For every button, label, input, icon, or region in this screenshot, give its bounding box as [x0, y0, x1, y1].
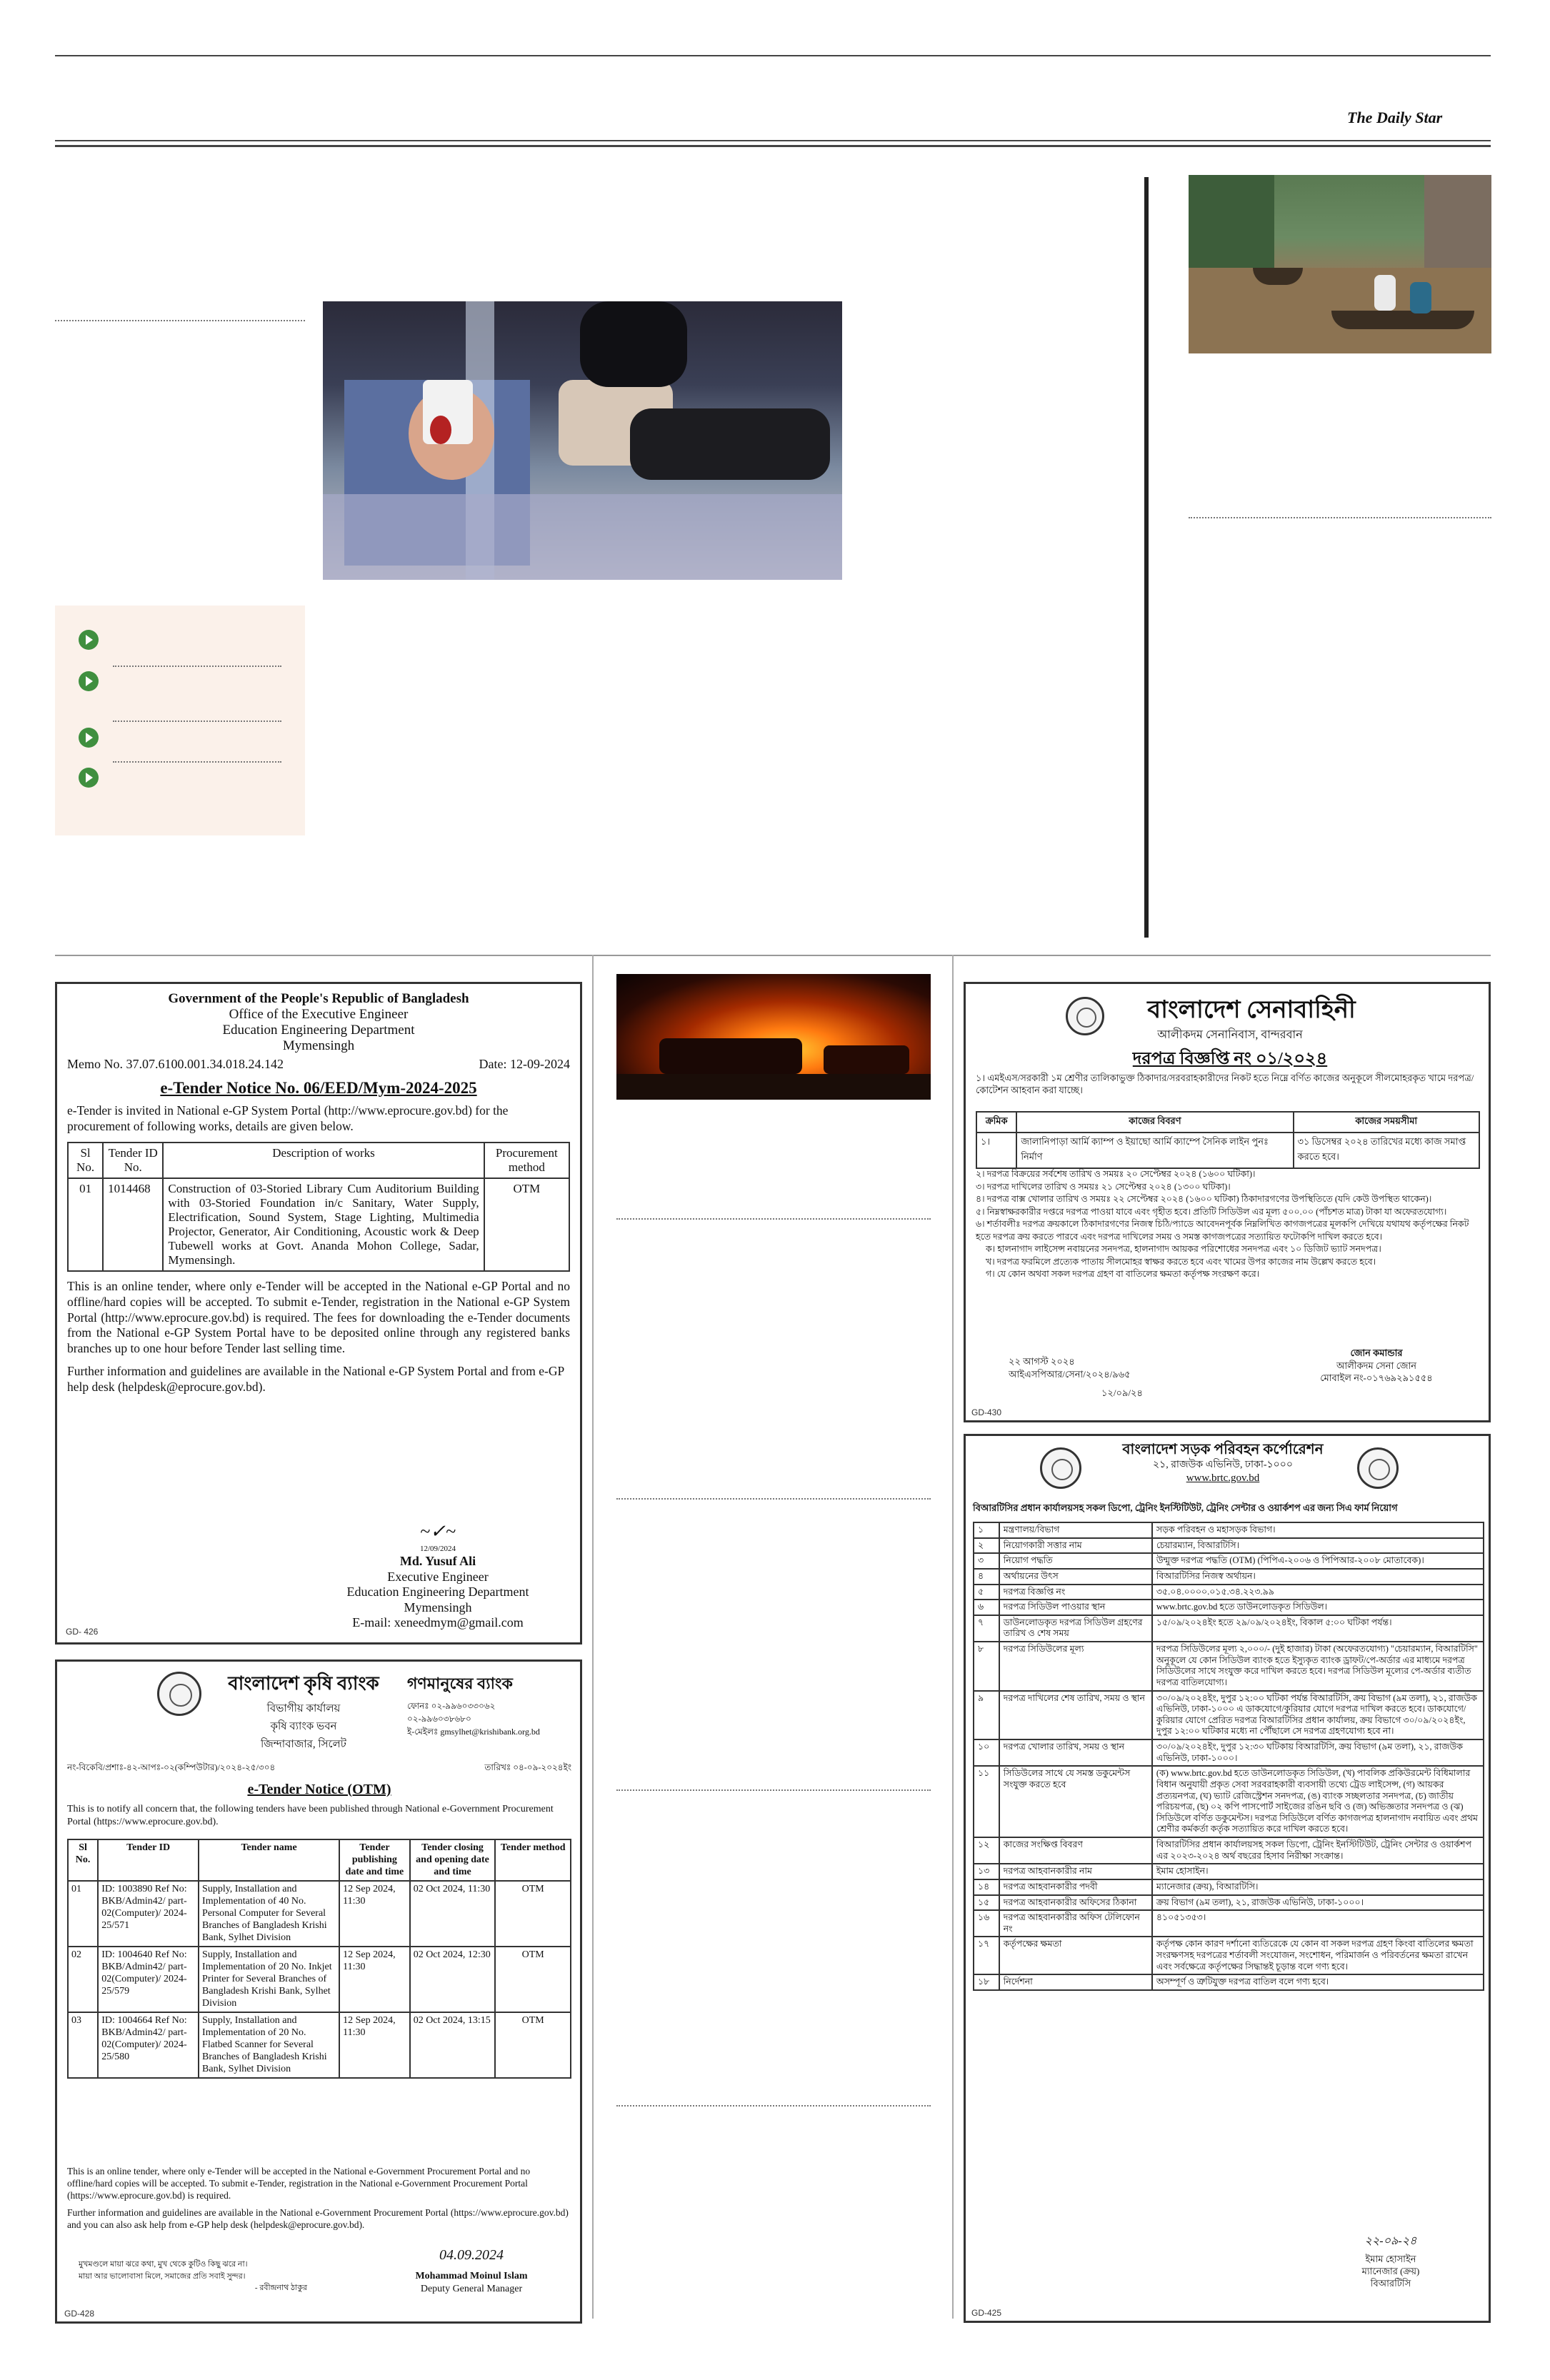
table-row [974, 1974, 1484, 1990]
ad-army-line: গ। যে কোন অথবা সকল দরপত্র গ্রহণ বা বাতিলের ক্ষমতা কর্তৃপক্ষ সংরক্ষণ করে। [986, 1269, 1260, 1279]
ad-eed-signer-city: Mymensingh [404, 1600, 472, 1615]
photo-flood-boat [1189, 175, 1491, 353]
ad-brtc-sign-date: ২২-০৯-২৪ [1364, 2235, 1417, 2247]
ad-krishi-intro: This is to notify all concern that, the following tenders have been published through National e-Government Procurement Portal (https://www.eprocure.gov.bd). [67, 1804, 554, 1827]
ad-army-line: ক। হালনাগাদ লাইসেন্স নবায়নের সনদপত্র, হালনাগাদ আয়কর পরিশোধের সনদপত্র এবং ১০ ডিজিট ভ্যাট সনদপত্র। [986, 1244, 1381, 1254]
table-cell: নির্দেশনা [999, 1974, 1152, 1990]
table-cell: OTM [495, 1947, 571, 2012]
table-cell: OTM [495, 2012, 571, 2078]
table-cell: ১৩ [974, 1864, 999, 1879]
table-cell: ৭ [974, 1615, 999, 1642]
table-cell: ১ [974, 1522, 999, 1538]
table-row [974, 1553, 1484, 1569]
signature-scribble: ~✓~ [420, 1520, 456, 1542]
table-cell: Supply, Installation and Implementation of 20 No. Flatbed Scanner for Several Branches of Bangladesh Krishi Bank, Sylhet Division [199, 2012, 339, 2078]
table-cell: দরপত্র সিডিউল পাওয়ার স্থান [999, 1600, 1152, 1615]
ad-brtc-signer: ইমাম হোসাইন [1365, 2253, 1416, 2264]
table-cell: দরপত্র সিডিউলের মূল্য ২,০০০/- (দুই হাজার) টাকা (অফেরতযোগ্য) "চেয়ারম্যান, বিআরটিসি" অনুকূলে যে কোন সিডিউল ব্যাংক হতে ইস্যুকৃত ব্যাংক ড্রাফট/পে-অর্ডার এর মাধ্যমে দরপত্র সিডিউলের সাথে সংযুক্ত করে দাখিল করতে হবে। দরপত্র সিডিউল মূল্যের পে-অর্ডার ব্যতীত দরপত্র বাতিলযোগ্য। [1152, 1642, 1484, 1691]
table-cell: নিয়োগকারী সত্তার নাম [999, 1538, 1152, 1554]
ad-krishi-email: ই-মেইলঃ gmsylhet@krishibank.org.bd [407, 1727, 540, 1737]
ad-eed-table [67, 1142, 570, 1272]
ad-krishi-memo: নং-বিকেবি/প্রশাঃ-৪২-আপঃ-০২(কম্পিউটার)/২০২৪-২৫/৩০৪ [67, 1762, 276, 1772]
ad-army-intro: ১। এমইএস/সরকারী ১ম শ্রেণীর তালিকাভুক্ত ঠিকাদার/সরবরাহকারীদের নিকট হতে নিম্নে বর্ণিত কাজের অনুকূলে সীলমোহরকৃত খামে দরপত্র/কোটেশন আহবান করা যাচ্ছে। [976, 1073, 1474, 1095]
table-cell: অসম্পূর্ণ ও ত্রুটিযুক্ত দরপত্র বাতিল বলে গণ্য হবে। [1152, 1974, 1484, 1990]
ad-eed-email: E-mail: xeneedmym@gmail.com [352, 1615, 524, 1630]
table-cell: 02 [68, 1947, 98, 2012]
mid-divider [616, 1789, 931, 1791]
ad-brtc-signer-title: ম্যানেজার (ক্রয়) [1361, 2265, 1420, 2276]
table-row [974, 1569, 1484, 1585]
table-row [974, 1691, 1484, 1740]
bullet-icon [79, 768, 99, 788]
ad-brtc-title: বাংলাদেশ সড়ক পরিবহন কর্পোরেশন [1122, 1442, 1324, 1457]
link-divider [113, 720, 281, 722]
table-cell: ১০ [974, 1739, 999, 1766]
ad-krishi-sign-date: 04.09.2024 [439, 2247, 504, 2263]
ad-gd-code: GD-425 [971, 2308, 1002, 2318]
table-cell: 12 Sep 2024, 11:30 [339, 1947, 410, 2012]
col-divider-1 [592, 955, 594, 2319]
table-cell: দরপত্র আহবানকারীর অফিসের ঠিকানা [999, 1895, 1152, 1911]
table-row [68, 2012, 571, 2078]
ad-eed-sign-date: 12/09/2024 [419, 1544, 456, 1553]
table-row [974, 1879, 1484, 1895]
table-cell: 02 Oct 2024, 13:15 [410, 2012, 496, 2078]
table-row [974, 1837, 1484, 1864]
table-cell: বিআরটিসির প্রধান কার্যালয়সহ সকল ডিপো, ট্রেনিং ইনস্টিটিউট, ট্রেনিং সেন্টার ও ওয়ার্কশপ এর ২০২৩-২০২৪ অর্থ বছরের হিসাব নিরীক্ষা সংক্রান্ত। [1152, 1837, 1484, 1864]
col-divider-2 [952, 955, 954, 2319]
ad-eed-memo: Memo No. 37.07.6100.001.34.018.24.142 [67, 1057, 284, 1071]
ad-brtc-address: ২১, রাজউক এভিনিউ, ঢাকা-১০০০ [1153, 1460, 1293, 1470]
ad-brtc-headline: বিআরটিসির প্রধান কার্যালয়সহ সকল ডিপো, ট্রেনিং ইনস্টিটিউট, ট্রেনিং সেন্টার ও ওয়ার্কশপ এর জন্য সিএ ফার্ম নিয়োগ [973, 1502, 1398, 1513]
ad-krishi-quote: মুখমণ্ডলে মায়া ঝরে কথা, মুখ থেকে কুটিও কিছু ঝরে না। [79, 2260, 248, 2269]
table-cell: ৪১০৫১৩৫৩। [1152, 1910, 1484, 1937]
table-row [976, 1133, 1479, 1168]
table-cell: ১৬ [974, 1910, 999, 1937]
table-cell: ২ [974, 1538, 999, 1554]
table-row [974, 1910, 1484, 1937]
table-header-cell: Sl No. [68, 1143, 103, 1178]
table-header-cell: কাজের সময়সীমা [1294, 1112, 1479, 1133]
table-cell: ৮ [974, 1642, 999, 1691]
masthead-rule-lower [55, 145, 1491, 147]
ad-eed-signer-dept: Education Engineering Department [346, 1585, 529, 1600]
table-cell: ১৮ [974, 1974, 999, 1990]
ad-army-table [976, 1111, 1480, 1169]
ad-army-sign-title: জোন কমান্ডার [1350, 1347, 1403, 1358]
table-row [974, 1766, 1484, 1837]
mid-divider [616, 2105, 931, 2107]
ad-krishi-title: e-Tender Notice (OTM) [247, 1782, 391, 1797]
table-cell: চেয়ারম্যান, বিআরটিসি। [1152, 1538, 1484, 1554]
ad-army-sign-phone: মোবাইল নং-০১৭৬৯২৯১৫৫৪ [1320, 1372, 1433, 1384]
photo-injured-child [323, 301, 842, 580]
table-cell: উন্মুক্ত দরপত্র পদ্ধতি (OTM) (পিপিএ-২০০৬ ও পিপিআর-২০০৮ মোতাবেক)। [1152, 1553, 1484, 1569]
table-cell: 03 [68, 2012, 98, 2078]
table-cell: কর্তৃপক্ষের ক্ষমতা [999, 1937, 1152, 1974]
table-cell: দরপত্র খোলার তারিখ, সময় ও স্থান [999, 1739, 1152, 1766]
ad-bangladesh-army [964, 982, 1491, 1422]
bullet-icon [79, 728, 99, 748]
ad-army-line: ৫। নিম্নস্বাক্ষরকারীর দপ্তরে দরপত্র পাওয়া যাবে এবং গৃহীত হবে। প্রতিটি সিডিউল এর মূল্য ৫০০.০০ (পাঁচশত মাত্র) টাকা যা অফেরতযোগ্য। [976, 1206, 1447, 1217]
ad-army-title: বাংলাদেশ সেনাবাহিনী [1147, 997, 1356, 1023]
table-cell: Construction of 03-Storied Library Cum Auditorium Building with 03-Storied Foundation in/c Sanitary, Water Supply, Electrification, Sound System, Stage Lighting, Multimedia Projector, Generator, Air Conditioning, Acoustic work & Deep Tubewell works at Govt. Ananda Mohon College, Sadar, Mymensingh. [163, 1178, 484, 1271]
table-cell: দরপত্র বিজ্ঞপ্তি নং [999, 1585, 1152, 1600]
table-header-row [976, 1112, 1479, 1133]
table-header-cell: Sl No. [68, 1839, 98, 1881]
ad-eed-office-line: Office of the Executive Engineer [229, 1007, 409, 1022]
ad-brtc-signer-org: বিআরটিসি [1370, 2277, 1411, 2289]
table-cell: দরপত্র আহবানকারীর অফিস টেলিফোন নং [999, 1910, 1152, 1937]
link-divider [113, 761, 281, 763]
ad-krishi-bank-name: বাংলাদেশ কৃষি ব্যাংক [228, 1673, 379, 1694]
top-rule [55, 55, 1491, 56]
table-cell: ৪ [974, 1569, 999, 1585]
table-header-cell: Tender method [495, 1839, 571, 1881]
ad-krishi-para1: This is an online tender, where only e-Tender will be accepted in the National e-Government Procurement Portal and no offline/hard copies will be accepted. To submit e-Tender, registration in the National e-Government Procurement Portal (https://www.eprocure.gov.bd) is required. [67, 2166, 531, 2201]
table-cell: OTM [484, 1178, 569, 1271]
table-cell: ১১ [974, 1766, 999, 1837]
ad-krishi-quote-author: - রবীন্দ্রনাথ ঠাকুর [254, 2284, 307, 2292]
table-header-cell: কাজের বিবরণ [1016, 1112, 1293, 1133]
ad-krishi-building: কৃষি ব্যাংক ভবন [270, 1721, 337, 1732]
ad-eed-gov-line: Government of the People's Republic of Bangladesh [168, 991, 469, 1006]
table-row [68, 1881, 571, 1947]
table-cell: দরপত্র সিডিউলের মূল্য [999, 1642, 1152, 1691]
table-cell: ৩০/০৯/২০২৪ইং, দুপুর ১২:০০ ঘটিকা পর্যন্ত বিআরটিসি, ক্রয় বিভাগ (৯ম তলা), ২১, রাজউক এভিনিউ, ঢাকা-১০০০ এ ডাকযোগে/কুরিয়ার যোগে দরপত্র দাখিল করতে হবে। ডাকযোগে/কুরিয়ার যোগে প্রেরিত দরপত্র বিআরটিসির প্রধান কার্যালয়, ক্রয় বিভাগে ৩০/০৯/২০২৪ইং, দুপুর ১২:০০ ঘটিকার মধ্যে না পৌঁছালে সে দরপত্র গ্রহণযোগ্য হবে না। [1152, 1691, 1484, 1740]
table-cell: Supply, Installation and Implementation of 40 No. Personal Computer for Several Branches of Bangladesh Krishi Bank, Sylhet Division [199, 1881, 339, 1947]
left-column-divider [55, 320, 305, 321]
table-cell: 12 Sep 2024, 11:30 [339, 1881, 410, 1947]
bullet-icon [79, 671, 99, 691]
table-header-cell: Tender publishing date and time [339, 1839, 410, 1881]
ad-eed-signer-title: Executive Engineer [387, 1569, 489, 1584]
table-cell: দরপত্র আহবানকারীর পদবী [999, 1879, 1152, 1895]
table-header-row [68, 1839, 571, 1881]
table-row [974, 1864, 1484, 1879]
ad-army-sign-zone: আলীকদম সেনা জোন [1336, 1360, 1417, 1371]
ad-army-line: ২। দরপত্র বিক্রয়ের সর্বশেষ তারিখ ও সময়ঃ ২০ সেপ্টেম্বর ২০২৪ (১৬০০ ঘটিকা)। [976, 1169, 1256, 1179]
table-cell: ১৫/০৯/২০২৪ইং হতে ২৯/০৯/২০২৪ইং, বিকাল ৫:০০ ঘটিকা পর্যন্ত। [1152, 1615, 1484, 1642]
bullet-icon [79, 630, 99, 650]
table-cell: ID: 1004664 Ref No: BKB/Admin42/ part-02(Computer)/ 2024-25/580 [98, 2012, 199, 2078]
table-cell: জালানিপাড়া আর্মি ক্যাম্প ও ইয়াছো আর্মি ক্যাম্পে সৈনিক লাইন পুনঃ নির্মাণ [1016, 1133, 1293, 1168]
ad-eed-date: Date: 12-09-2024 [479, 1057, 570, 1071]
table-cell: 01 [68, 1881, 98, 1947]
table-row [974, 1538, 1484, 1554]
ad-krishi-date: তারিখঃ ০৪-০৯-২০২৪ইং [484, 1762, 571, 1772]
table-cell: ক্রয় বিভাগ (৯ম তলা), ২১, রাজউক এভিনিউ, ঢাকা-১০০০। [1152, 1895, 1484, 1911]
table-row [974, 1642, 1484, 1691]
ad-army-subtitle: আলীকদম সেনানিবাস, বান্দরবান [1157, 1029, 1303, 1041]
table-cell: ৯ [974, 1691, 999, 1740]
ad-eed-para2: Further information and guidelines are available in the National e-GP System Portal and from e-GP help desk (helpdesk@eprocure.gov.bd). [67, 1364, 564, 1394]
table-row [974, 1615, 1484, 1642]
table-row [974, 1522, 1484, 1538]
ad-brtc [964, 1434, 1491, 2323]
table-cell: ১। [976, 1133, 1016, 1168]
table-cell: কাজের সংক্ষিপ্ত বিবরণ [999, 1837, 1152, 1864]
table-header-row [68, 1143, 569, 1178]
table-cell: সড়ক পরিবহন ও মহাসড়ক বিভাগ। [1152, 1522, 1484, 1538]
table-cell: 12 Sep 2024, 11:30 [339, 2012, 410, 2078]
ad-army-line: ৪। দরপত্র বাক্স খোলার তারিখ ও সময়ঃ ২২ সেপ্টেম্বর ২০২৪ (১৬০০ ঘটিকা) ঠিকাদারগণের উপস্থিতিতে (যদি কেউ উপস্থিত থাকেন)। [976, 1194, 1432, 1204]
ad-eed-signer: Md. Yusuf Ali [399, 1554, 476, 1569]
table-header-cell: Procurement method [484, 1143, 569, 1178]
ad-gd-code: GD- 426 [66, 1627, 99, 1637]
ad-eed-dept-line: Education Engineering Department [222, 1023, 415, 1038]
table-header-cell: Tender closing and opening date and time [410, 1839, 496, 1881]
ad-krishi-fax: ০২-৯৯৬০৩৮৬৮০ [407, 1714, 471, 1724]
table-cell: ডাউনলোডকৃত দরপত্র সিডিউল গ্রহণের তারিখ ও শেষ সময় [999, 1615, 1152, 1642]
krishi-bank-logo-icon [157, 1672, 201, 1716]
mid-divider [616, 1498, 931, 1500]
table-cell: ID: 1004640 Ref No: BKB/Admin42/ part-02(Computer)/ 2024-25/579 [98, 1947, 199, 2012]
table-cell: অর্থায়নের উৎস [999, 1569, 1152, 1585]
table-header-cell: Description of works [163, 1143, 484, 1178]
table-cell: ৩১ ডিসেম্বর ২০২৪ তারিখের মধ্যে কাজ সমাপ্ত করতে হবে। [1294, 1133, 1479, 1168]
table-cell: ৩৫.০৪.০০০০.০১৫.৩৪.২২৩.৯৯ [1152, 1585, 1484, 1600]
ad-army-line: খ। দরপত্র ফরমিলে প্রত্যেক পাতায় সীলমোহর স্বাক্ষর করতে হবে এবং খামের উপর কাজের নাম উল্লেখ করতে হবে। [986, 1256, 1376, 1267]
right-column-divider [1144, 177, 1149, 938]
table-cell: বিআরটিসির নিজস্ব অর্থায়ন। [1152, 1569, 1484, 1585]
ad-gd-code: GD-428 [64, 2309, 95, 2319]
ad-army-ref: আইএসপিআর/সেনা/২০২৪/৯৬৫ [1009, 1368, 1131, 1380]
table-cell: ম্যানেজার (ক্রয়), বিআরটিসি। [1152, 1879, 1484, 1895]
table-cell: দরপত্র দাখিলের শেষ তারিখ, সময় ও স্থান [999, 1691, 1152, 1740]
table-cell: ৩ [974, 1553, 999, 1569]
table-cell: মন্ত্রণালয়/বিভাগ [999, 1522, 1152, 1538]
table-header-cell: Tender ID [98, 1839, 199, 1881]
ad-krishi-office: বিভাগীয় কার্যালয় [266, 1703, 341, 1714]
table-row [974, 1600, 1484, 1615]
ad-krishi-para2: Further information and guidelines are available in the National e-Government Procurement Portal (https://www.eprocure.gov.bd) and you can also ask help from e-GP help desk (helpdesk@eprocure.gov.bd). [67, 2207, 569, 2230]
section-rule [55, 955, 1491, 956]
ad-krishi-table [67, 1839, 571, 2079]
table-header-cell: Tender ID No. [103, 1143, 163, 1178]
table-cell: কর্তৃপক্ষ কোন কারণ দর্শানো ব্যতিরেকে যে কোন বা সকল দরপত্র গ্রহণ কিংবা বাতিলের ক্ষমতা সংরক্ষণসহ দরপত্রের শর্তাবলী সংযোজন, সংশোধন, পরিমার্জন ও পরিবর্তনের ক্ষমতা রাখেন এবং সর্বক্ষেত্রে কর্তৃপক্ষের সিদ্ধান্তই চূড়ান্ত বলে গণ্য হবে। [1152, 1937, 1484, 1974]
mid-divider [616, 1218, 931, 1220]
ad-brtc-table [973, 1522, 1484, 1991]
table-cell: ৫ [974, 1585, 999, 1600]
ad-army-line: ৩। দরপত্র দাখিলের তারিখ ও সময়ঃ ২১ সেপ্টেম্বর ২০২৪ (১৩০০ ঘটিকা)। [976, 1181, 1231, 1192]
table-cell: সিডিউলের সাথে যে সমস্ত ডকুমেন্টস সংযুক্ত করতে হবে [999, 1766, 1152, 1837]
table-row [974, 1937, 1484, 1974]
table-cell: (ক) www.brtc.gov.bd হতে ডাউনলোডকৃত সিডিউল, (খ) পাবলিক প্রকিউরমেন্ট বিধিমালার বিধান অনুযায়ী প্রকৃত সেবা সরবরাহকারী ব্যবসায়ী তথ্যে ট্রেড লাইসেন্স, (গ) আয়কর প্রত্যয়নপত্র, (ঘ) ভ্যাট রেজিস্ট্রেশন সনদপত্র, (ঙ) ব্যাংক সচ্ছলতার সনদপত্র, (চ) জাতীয় পরিচয়পত্র, (ছ) ০২ কপি পাসপোর্ট সাইজের রঙিন ছবি ও (জ) অভিজ্ঞতার সনদপত্র ও (ঝ) সিডিউলে বর্ণিত ডকুমেন্টস। দরপত্র সিডিউলে বর্ণিত কাগজপত্র হালনাগাদ নবায়িত এবং প্রথম শ্রেণীর কর্মকর্তা কর্তৃক সত্যায়িত করে দাখিল করতে হবে। [1152, 1766, 1484, 1837]
ad-krishi-bank [55, 1660, 582, 2324]
table-cell: ১৫ [974, 1895, 999, 1911]
ad-krishi-phone: ফোনঃ ০২-৯৯৬০৩৩০৬২ [407, 1701, 496, 1711]
table-cell: ১২ [974, 1837, 999, 1864]
table-row [974, 1739, 1484, 1766]
table-cell: ৬ [974, 1600, 999, 1615]
table-row [68, 1178, 569, 1271]
table-cell: 02 Oct 2024, 11:30 [410, 1881, 496, 1947]
table-header-cell: Tender name [199, 1839, 339, 1881]
ad-krishi-signer-title: Deputy General Manager [420, 2284, 523, 2295]
ad-brtc-website: www.brtc.gov.bd [1186, 1472, 1260, 1485]
ad-krishi-slogan: গণমানুষের ব্যাংক [407, 1674, 513, 1692]
table-cell: 02 Oct 2024, 12:30 [410, 1947, 496, 2012]
table-row [974, 1895, 1484, 1911]
ad-eed-title: e-Tender Notice No. 06/EED/Mym-2024-2025 [160, 1079, 477, 1097]
ad-army-line: ৬। শর্তাবলীঃ দরপত্র ক্রয়কালে ঠিকাদারগণের নিজস্ব চিঠি/প্যাডে আবেদনপূর্বক নিম্নলিখিত কাগজপত্রের মূলকপি দেখিয়ে যথাযথ কর্তৃপক্ষের নিকট হতে দরপত্র ক্রয় করতে পারবে এবং দরপত্র দাখিলের সময় ও সমস্ত কাগজপত্রের সত্যায়িত ফটোকপি দাখিল করতে হবে। [976, 1219, 1469, 1242]
ad-krishi-address: জিন্দাবাজার, সিলেট [261, 1739, 346, 1750]
table-cell: 01 [68, 1178, 103, 1271]
table-cell: Supply, Installation and Implementation of 20 No. Inkjet Printer for Several Branches of Bangladesh Krishi Bank, Sylhet Division [199, 1947, 339, 2012]
table-cell: ১৪ [974, 1879, 999, 1895]
photo-vehicle-fire [616, 974, 931, 1100]
ad-krishi-signer: Mohammad Moinul Islam [415, 2271, 528, 2281]
table-cell: OTM [495, 1881, 571, 1947]
ad-army-ref-date: ১২/০৯/২৪ [1101, 1387, 1143, 1398]
table-cell: ID: 1003890 Ref No: BKB/Admin42/ part-02(Computer)/ 2024-25/571 [98, 1881, 199, 1947]
ad-army-notice: দরপত্র বিজ্ঞপ্তি নং ০১/২০২৪ [1132, 1050, 1328, 1068]
table-cell: নিয়োগ পদ্ধতি [999, 1553, 1152, 1569]
masthead-brand: The Daily Star [1347, 109, 1443, 126]
table-row [974, 1585, 1484, 1600]
ad-eed-para1: This is an online tender, where only e-Tender will be accepted in the National e-GP Portal and no offline/hard copies will be accepted. To submit e-Tender, registration in the National e-GP System Portal (http://www.eprocure.gov.bd) is required. The fees for downloading the e-Tender documents from the National e-GP System Portal have to be deposited online through any registered banks branches up to one hour before Tender last selling time. [67, 1278, 570, 1356]
ad-eed-tender [55, 982, 582, 1645]
table-cell: 1014468 [103, 1178, 163, 1271]
table-cell: www.brtc.gov.bd হতে ডাউনলোডকৃত সিডিউল। [1152, 1600, 1484, 1615]
masthead-rule-upper [55, 140, 1491, 141]
table-header-cell: ক্রমিক [976, 1112, 1016, 1133]
ad-eed-intro: e-Tender is invited in National e-GP System Portal (http://www.eprocure.gov.bd) for the procurement of following works, details are given below. [67, 1103, 509, 1133]
photo-caption-divider [1189, 517, 1491, 518]
ad-army-date: ২২ আগস্ট ২০২৪ [1009, 1356, 1075, 1367]
table-cell: ৩০/০৯/২০২৪ইং, দুপুর ১২:৩০ ঘটিকায় বিআরটিসি, ক্রয় বিভাগ (৯ম তলা), ২১, রাজউক এভিনিউ, ঢাকা-১০০০। [1152, 1739, 1484, 1766]
table-cell: দরপত্র আহবানকারীর নাম [999, 1864, 1152, 1879]
table-row [68, 1947, 571, 2012]
table-cell: ইমাম হোসাইন। [1152, 1864, 1484, 1879]
table-cell: ১৭ [974, 1937, 999, 1974]
link-divider [113, 666, 281, 667]
ad-gd-code: GD-430 [971, 1407, 1002, 1417]
ad-eed-city-line: Mymensingh [282, 1038, 355, 1053]
ad-krishi-quote: মায়া আর ভালোবাসা মিলে, সমাজের প্রতি সবাই সুন্দর। [79, 2271, 246, 2281]
